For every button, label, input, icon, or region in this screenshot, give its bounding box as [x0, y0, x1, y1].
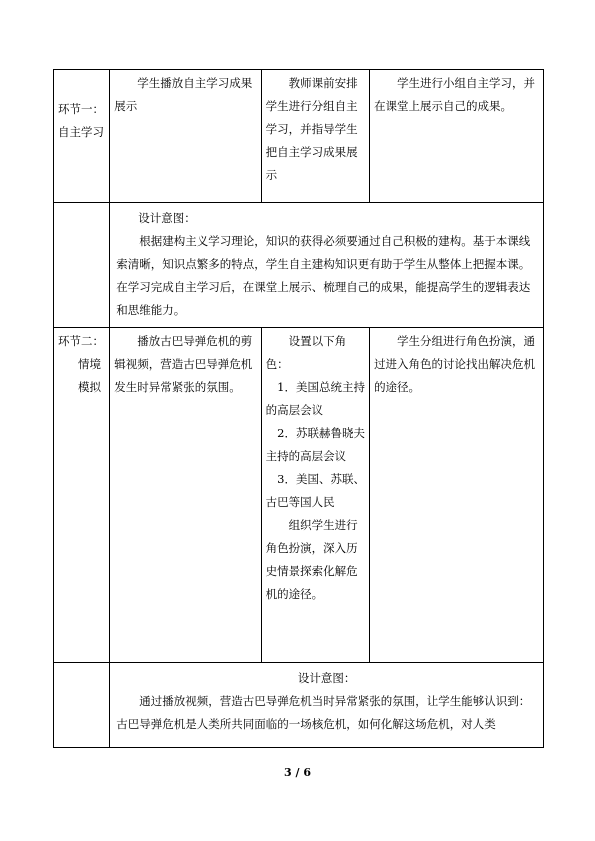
- student-activity-text: 学生进行小组自主学习，并在课堂上展示自己的成果。: [374, 76, 536, 113]
- content-cell: [110, 328, 261, 663]
- content-text: 播放古巴导弹危机的剪辑视频，营造古巴导弹危机发生时异常紧张的氛围。: [114, 334, 253, 394]
- design-intent-cell: [110, 663, 544, 748]
- design-intent-title: 设计意图：: [138, 211, 196, 225]
- stage-label: 环节一：自主学习: [58, 102, 104, 139]
- stage-cell: [54, 70, 110, 203]
- teacher-activity-cell: [261, 70, 369, 203]
- content-cell: [110, 70, 261, 203]
- student-activity-cell: [370, 70, 544, 203]
- stage-label: 环节二：: [58, 334, 104, 348]
- teacher-activity-intro: 设置以下角色：: [265, 334, 347, 371]
- list-item: 3．美国、苏联、古巴等国人民: [265, 472, 365, 509]
- stage-name: 情境模拟: [78, 357, 101, 394]
- table-row: [54, 328, 544, 663]
- empty-stage-cell: [54, 663, 110, 748]
- teacher-activity-cell: [261, 328, 369, 663]
- lesson-plan-table: [53, 69, 544, 748]
- empty-stage-cell: [54, 203, 110, 328]
- table-row: [54, 70, 544, 203]
- student-activity-text: 学生分组进行角色扮演，通过进入角色的讨论找出解决危机的途径。: [374, 334, 536, 394]
- stage-cell: [54, 328, 110, 663]
- design-intent-title: 设计意图：: [297, 671, 356, 685]
- design-intent-body: 通过播放视频，营造古巴导弹危机当时异常紧张的氛围，让学生能够认识到：古巴导弹危机是人类所共同面临的一场核危机，如何化解这场危机，对人类: [116, 694, 531, 731]
- table-row: [54, 203, 544, 328]
- teacher-activity-outro: 组织学生进行角色扮演，深入历史情景探索化解危机的途径。: [265, 518, 358, 601]
- teacher-activity-text: 教师课前安排学生进行分组自主学习，并指导学生把自主学习成果展示: [265, 76, 358, 182]
- table-row: [54, 663, 544, 748]
- list-item: 1．美国总统主持的高层会议: [265, 380, 365, 417]
- design-intent-cell: [110, 203, 544, 328]
- student-activity-cell: [370, 328, 544, 663]
- design-intent-body: 根据建构主义学习理论，知识的获得必须要通过自己积极的建构。基于本课线索清晰，知识点繁多的特点，学生自主建构知识更有助于学生从整体上把握本课。在学习完成自主学习后，在课堂上展示、梳理自己的成果，能提高学生的逻辑表达和思维能力。: [116, 234, 531, 317]
- list-item: 2．苏联赫鲁晓夫主持的高层会议: [265, 426, 365, 463]
- content-text: 学生播放自主学习成果展示: [114, 76, 253, 113]
- page-number: 3 / 6: [284, 766, 311, 779]
